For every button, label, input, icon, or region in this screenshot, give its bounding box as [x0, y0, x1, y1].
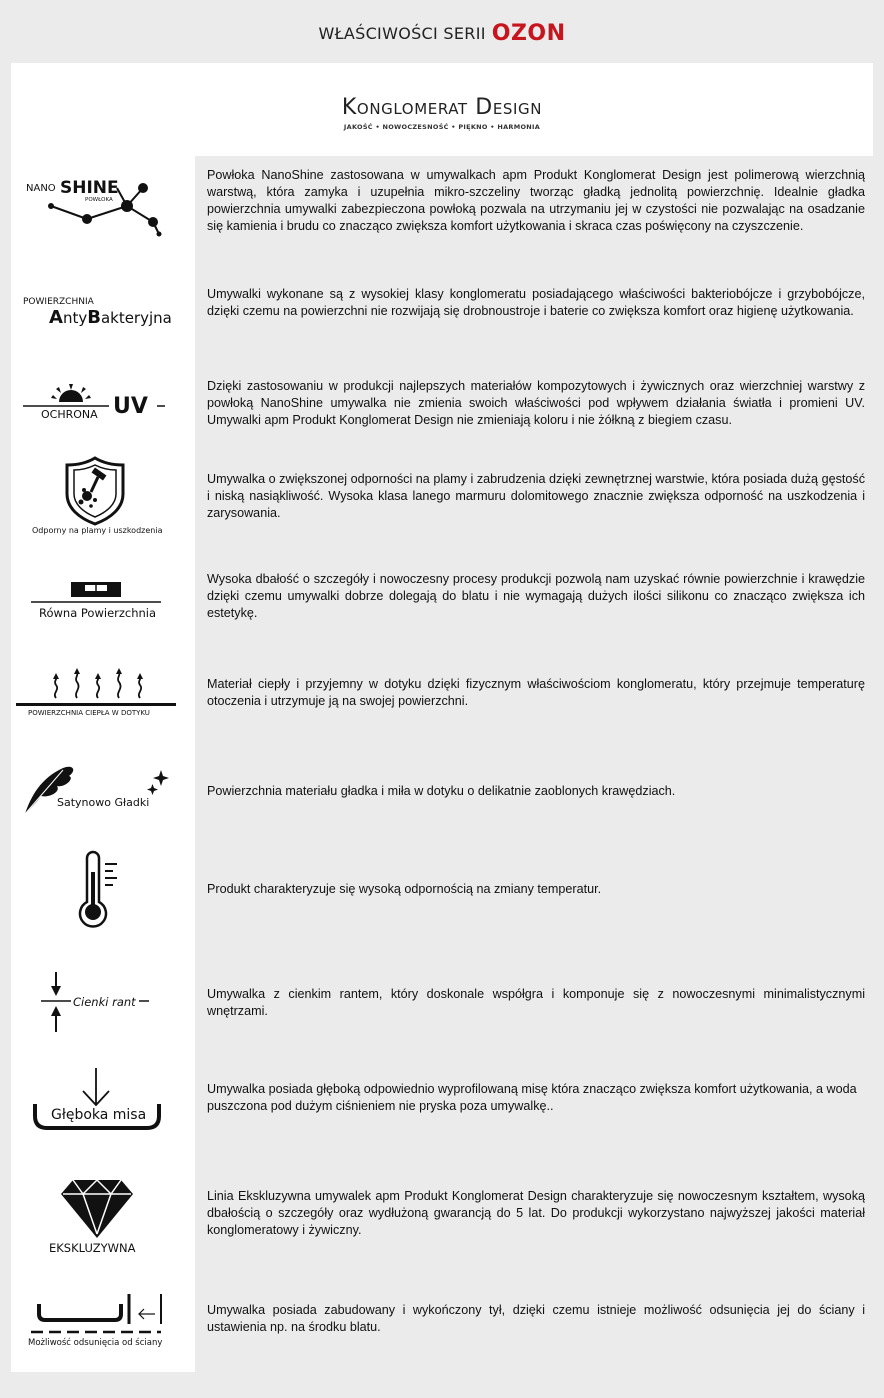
antibacterial-letter-b: B — [87, 307, 101, 328]
deep-basin-icon — [11, 1058, 195, 1168]
feature-row-uv — [11, 368, 873, 450]
feature-row-thin-edge — [11, 944, 873, 1058]
antibacterial-letters-rest: akteryjna — [100, 309, 172, 327]
feature-text-thin-edge: Umywalka z cienkim rantem, który doskonale współgra i komponuje się z nowoczesnymi minimalistycznymi wnętrzami. — [207, 987, 865, 1018]
series-name: OZON — [491, 20, 566, 46]
feature-text-exclusive: Linia Ekskluzywna umywalek apm Produkt Konglomerat Design charakteryzuje się nowoczesnym kształtem, wysoką dbałością o szczegóły oraz wydłużoną gwarancją do 5 lat. Do produkcji wykorzystano najwyższej jakości materiał konglomeratowy i żywiczny. — [207, 1189, 865, 1237]
nanoshine-label-small: NANO — [26, 183, 56, 194]
nanoshine-icon — [11, 156, 195, 274]
wall-offset-icon — [11, 1280, 195, 1372]
feature-text-stain-resistant: Umywalka o zwiększonej odporności na plamy i zabrudzenia dzięki zewnętrznej warstwie, która posiada dużą gęstość i niską nasiąkliwość. Wysoka klasa lanego marmuru dolomitowego znacznie zwiększa odporność na uszkodzenia i zarysowania. — [207, 472, 865, 520]
feature-row-warm-surface — [11, 646, 873, 736]
feature-row-nanoshine — [11, 156, 873, 274]
exclusive-label: EKSKLUZYWNA — [49, 1241, 136, 1255]
feather-icon — [11, 736, 195, 832]
feature-row-stain-resistant — [11, 450, 873, 554]
feature-row-exclusive — [11, 1168, 873, 1280]
feature-text-antibacterial: Umywalki wykonane są z wysokiej klasy konglomeratu posiadającego właściwości bakteriobójcze i grzybobójcze, dzięki czemu na powierzchni nie rozwijają się drobnoustroje i baterie co zwiększa komfort oraz higienę użytkowania. — [207, 287, 865, 318]
warm-surface-label: POWIERZCHNIA CIEPŁA W DOTYKU — [28, 709, 150, 717]
brand-logo-panel — [11, 63, 873, 156]
feature-row-satin — [11, 736, 873, 832]
thermometer-icon — [11, 832, 195, 944]
satin-label: Satynowo Gładki — [57, 796, 150, 809]
wall-offset-label: Możliwość odsunięcia od ściany — [28, 1338, 163, 1348]
antibacterial-label-main — [49, 307, 172, 328]
brand-logo-name: Konglomerat Design — [341, 94, 543, 120]
feature-text-satin: Powierzchnia materiału gładka i miła w dotyku o delikatnie zaoblonych krawędziach. — [207, 784, 676, 798]
uv-label-big: UV — [113, 394, 148, 419]
feature-text-warm-surface: Materiał ciepły i przyjemny w dotyku dzięki fizycznym właściwościom konglomeratu, który przejmuje temperaturę otoczenia i utrzymuje ją na swojej powierzchni. — [207, 677, 865, 708]
feature-row-antibacterial — [11, 274, 873, 368]
feature-text-flat-surface: Wysoka dbałość o szczegóły i nowoczesny procesy produkcji pozwolą nam uzyskać równie powierzchnie i krawędzie dzięki czemu umywalki dobrze dolegają do blatu i nie wymagają dużych ilości silikonu co znacząco zwiększa ich estetykę. — [207, 572, 865, 620]
uv-label: OCHRONA — [41, 408, 98, 421]
page-title — [0, 0, 884, 66]
antibacterial-label-small: POWIERZCHNIA — [23, 297, 94, 307]
thin-edge-icon — [11, 944, 195, 1058]
feature-text-uv: Dzięki zastosowaniu w produkcji najlepszych materiałów kompozytowych i żywicznych oraz wierzchniej warstwy z powłoką NanoShine umywalka nie zmienia swoich właściwości pod wpływem działania światła i promieni UV. Umywalki apm Produkt Konglomerat Design nie zmieniają koloru i nie żółkną z biegiem czasu. — [207, 379, 865, 427]
spirit-level-icon — [11, 554, 195, 646]
flat-surface-label: Równa Powierzchnia — [39, 606, 157, 620]
feature-row-wall-offset — [11, 1280, 873, 1372]
page-title-prefix: WŁAŚCIWOŚCI SERII — [318, 23, 486, 43]
feature-text-temperature: Produkt charakteryzuje się wysoką odpornością na zmiany temperatur. — [207, 882, 602, 896]
nanoshine-label-sub: POWŁOKA — [85, 197, 113, 203]
feature-text-wall-offset: Umywalka posiada zabudowany i wykończony tył, dzięki czemu istnieje możliwość odsunięcia jej do ściany i ustawienia np. na środku blatu. — [207, 1303, 865, 1334]
thin-edge-label: Cienki rant — [73, 995, 136, 1009]
deep-basin-label: Głęboka misa — [51, 1107, 147, 1123]
diamond-icon — [11, 1168, 195, 1280]
antibacterial-letter-a: A — [49, 307, 63, 328]
feature-row-deep-basin — [11, 1058, 873, 1168]
stain-resistant-label: Odporny na plamy i uszkodzenia — [32, 526, 163, 535]
feature-row-flat-surface — [11, 554, 873, 646]
shield-hammer-icon — [11, 450, 195, 554]
antibacterial-icon — [11, 274, 195, 368]
feature-text-deep-basin: Umywalka posiada głęboką odpowiednio wyprofilowaną misę która znacząco zwiększa komfort użytkowania, a woda puszczona pod dużym ciśnieniem nie pryska poza umywalkę.. — [207, 1082, 857, 1113]
nanoshine-label-big: SHINE — [60, 178, 119, 198]
feature-row-temperature — [11, 832, 873, 944]
feature-text-nanoshine: Powłoka NanoShine zastosowana w umywalkach apm Produkt Konglomerat Design jest polimerową wierzchnią warstwą, która zamyka i uzupełnia mikro-szczeliny tworząc gładką jednolitą powierzchnię. Idealnie gładka powierzchnia umywalki zabezpieczona powłoką pozwala na utrzymaniu jej w czystości nie pozwalając na osadzanie się kamienia i brudu co znacząco zwiększa komfort użytkowania i skraca czas poświęcony na czyszczenie. — [207, 168, 865, 233]
uv-protection-icon — [11, 368, 195, 450]
heat-waves-icon — [11, 646, 195, 736]
brand-logo-tagline: JAKOŚĆ • NOWOCZESNOŚĆ • PIĘKNO • HARMONIA — [343, 122, 541, 131]
antibacterial-letters-nty: nty — [62, 309, 88, 327]
